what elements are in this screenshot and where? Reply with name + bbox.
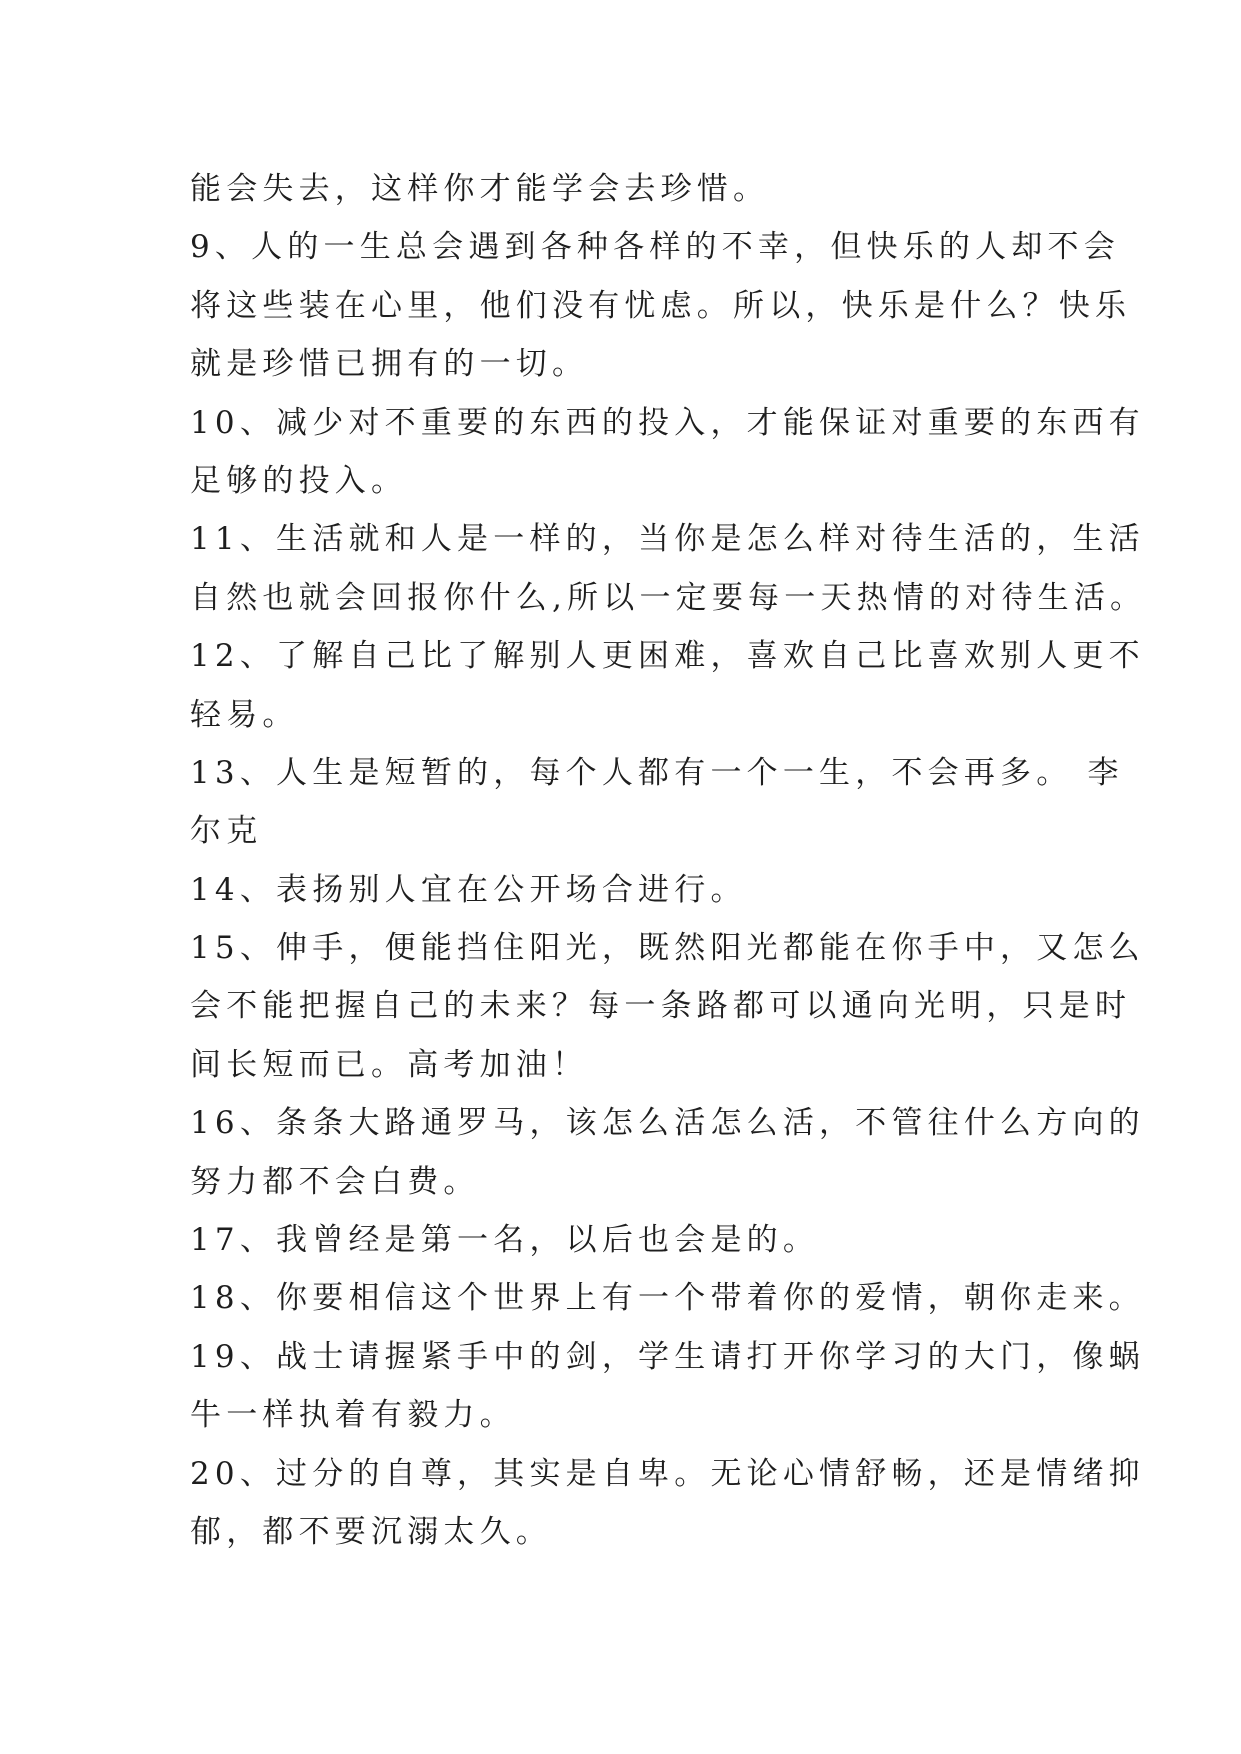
text-line: 19、战士请握紧手中的剑，学生请打开你学习的大门，像蜗 [190, 1338, 1145, 1375]
text-line: 间长短而已。高考加油！ [190, 1046, 589, 1083]
text-line: 轻易。 [190, 696, 299, 733]
text-line: 20、过分的自尊，其实是自卑。无论心情舒畅，还是情绪抑 [190, 1455, 1145, 1492]
text-line: 17、我曾经是第一名，以后也会是的。 [190, 1222, 820, 1259]
text-line: 12、了解自己比了解别人更困难，喜欢自己比喜欢别人更不 [190, 638, 1145, 675]
text-line: 郁，都不要沉溺太久。 [190, 1513, 552, 1550]
text-line: 牛一样执着有毅力。 [190, 1397, 516, 1434]
text-line: 将这些装在心里，他们没有忧虑。所以，快乐是什么？快乐 [190, 287, 1132, 324]
document-body [190, 160, 1147, 1561]
text-line: 16、条条大路通罗马，该怎么活怎么活，不管往什么方向的 [190, 1105, 1145, 1142]
text-line: 15、伸手，便能挡住阳光，既然阳光都能在你手中，又怎么 [190, 930, 1145, 967]
text-line: 会不能把握自己的未来？每一条路都可以通向光明，只是时 [190, 988, 1132, 1025]
text-line: 自然也就会回报你什么,所以一定要每一天热情的对待生活。 [190, 579, 1147, 616]
text-line: 14、表扬别人宜在公开场合进行。 [190, 871, 747, 908]
text-line: 11、生活就和人是一样的，当你是怎么样对待生活的，生活 [190, 521, 1145, 558]
text-line: 足够的投入。 [190, 462, 408, 499]
text-line: 10、减少对不重要的东西的投入，才能保证对重要的东西有 [190, 404, 1145, 441]
text-line: 努力都不会白费。 [190, 1163, 480, 1200]
text-line: 尔克 [190, 813, 263, 850]
text-line: 能会失去，这样你才能学会去珍惜。 [190, 171, 770, 207]
text-line: 9、人的一生总会遇到各种各样的不幸，但快乐的人却不会 [190, 229, 1120, 266]
text-line: 18、你要相信这个世界上有一个带着你的爱情，朝你走来。 [190, 1280, 1145, 1317]
text-line: 13、人生是短暂的，每个人都有一个一生，不会再多。 李 [190, 754, 1124, 791]
text-line: 就是珍惜已拥有的一切。 [190, 346, 589, 383]
